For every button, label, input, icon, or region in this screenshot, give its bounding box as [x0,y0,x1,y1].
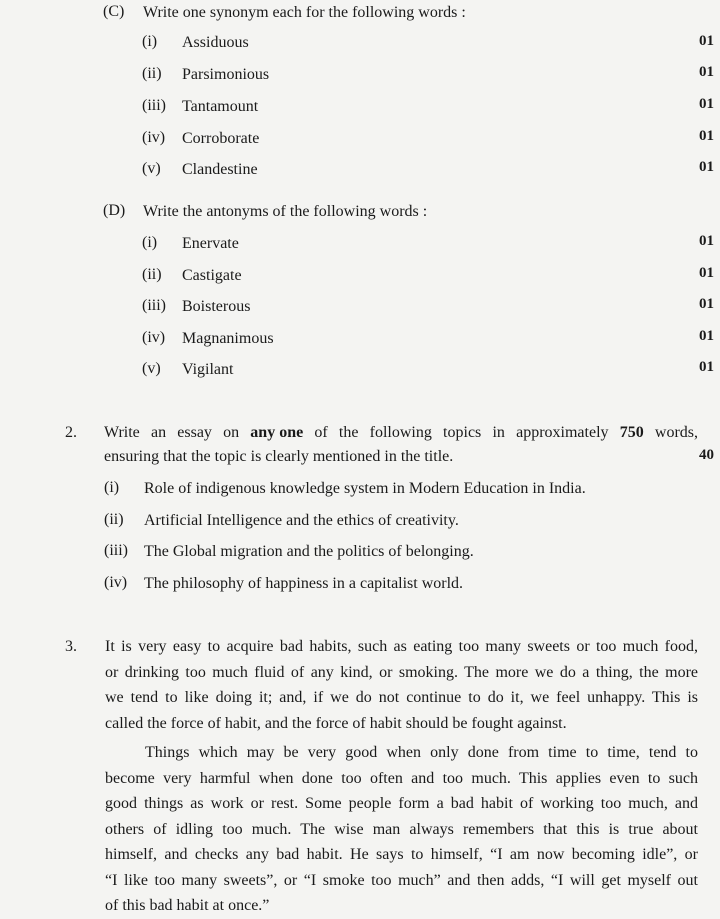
item-word: Corroborate [182,130,260,147]
emphasis-any-one: any one [250,424,304,441]
paragraph-line: of this bad habit at once.” [105,897,270,914]
item-marks: 01 [699,128,714,144]
item-marks: 01 [699,96,714,112]
word-count: 750 [619,424,644,441]
item-marks: 01 [699,265,714,281]
item-word: Boisterous [182,298,251,315]
paragraph-line: himself, and checks any bad habit. He says to himself, “I am now becoming idle”, or [105,846,698,863]
section-c-heading: Write one synonym each for the following words : [143,4,466,21]
topic-number: (ii) [104,511,124,528]
paragraph-line: called the force of habit, and the force of habit should be fought against. [105,714,567,732]
question-text-word: approximately [516,424,609,441]
topic-text: The philosophy of happiness in a capitalist world. [144,575,464,592]
item-marks: 01 [699,328,714,344]
paragraph-line: It is very easy to acquire bad habits, such as eating too many sweets or too much food, [105,638,698,655]
topic-text: Role of indigenous knowledge system in Modern Education in India. [144,480,586,497]
topic-number: (i) [104,479,120,496]
item-number: (iv) [142,329,166,346]
paragraph-line: become very harmful when done too often and too much. This applies even to such [105,769,698,787]
section-d-label: (D) [103,202,126,219]
paragraph-line: or drinking too much fluid of any kind, or smoking. The more we do a thing, the more [105,663,698,681]
item-number: (v) [142,360,161,377]
item-number: (i) [142,33,158,50]
question-2-marks: 40 [699,447,714,463]
paragraph-line: good things as work or rest. Some people form a bad habit of working too much, and [105,795,698,812]
question-text-word: of [314,424,328,441]
item-marks: 01 [699,359,714,375]
item-number: (i) [142,234,158,251]
question-3-paragraph-2 [105,740,698,919]
item-word: Clandestine [182,161,258,178]
item-number: (iii) [142,97,166,114]
question-2-line-2: ensuring that the topic is clearly mentioned in the title. [104,448,454,465]
item-marks: 01 [699,33,714,49]
item-number: (ii) [142,266,162,283]
item-number: (ii) [142,65,162,82]
paragraph-line: we tend to like doing it; and, if we do not continue to do it, we feel unhappy. This is [105,689,698,706]
item-word: Enervate [182,235,239,252]
question-text-word: topics [443,424,482,441]
item-word: Vigilant [182,361,234,378]
item-word: Assiduous [182,34,249,51]
question-text-word: essay [177,424,212,441]
item-number: (v) [142,160,161,177]
paragraph-line: Things which may be very good when only done from time to time, tend to [145,744,698,761]
question-text-word: an [150,424,167,441]
topic-number: (iii) [104,542,128,559]
item-marks: 01 [699,296,714,312]
question-text-word: following [369,424,432,441]
question-number: 3. [65,638,77,655]
item-word: Parsimonious [182,66,270,83]
question-3-paragraph-1 [105,634,698,736]
paragraph-line: “I like too many sweets”, or “I smoke too much” and then adds, “I will get myself out [105,871,698,889]
item-word: Tantamount [182,98,259,115]
topic-number: (iv) [104,574,128,591]
question-text-word: in [492,424,505,441]
question-text-word: the [338,424,359,441]
question-number: 2. [65,424,77,441]
item-word: Castigate [182,267,242,284]
item-marks: 01 [699,64,714,80]
question-text-word: on [223,424,240,441]
paragraph-line: others of idling too much. The wise man always remembers that this is true about [105,820,698,838]
section-d-heading: Write the antonyms of the following words : [143,203,428,220]
topic-text: The Global migration and the politics of belonging. [144,543,474,560]
question-text-word: words, [654,424,698,441]
item-number: (iv) [142,129,166,146]
topic-text: Artificial Intelligence and the ethics of creativity. [144,512,459,529]
section-c-label: (C) [103,3,125,20]
item-word: Magnanimous [182,330,274,347]
question-text-word: Write [104,424,140,441]
question-2-line-1 [104,423,698,443]
item-number: (iii) [142,297,166,314]
item-marks: 01 [699,233,714,249]
item-marks: 01 [699,159,714,175]
